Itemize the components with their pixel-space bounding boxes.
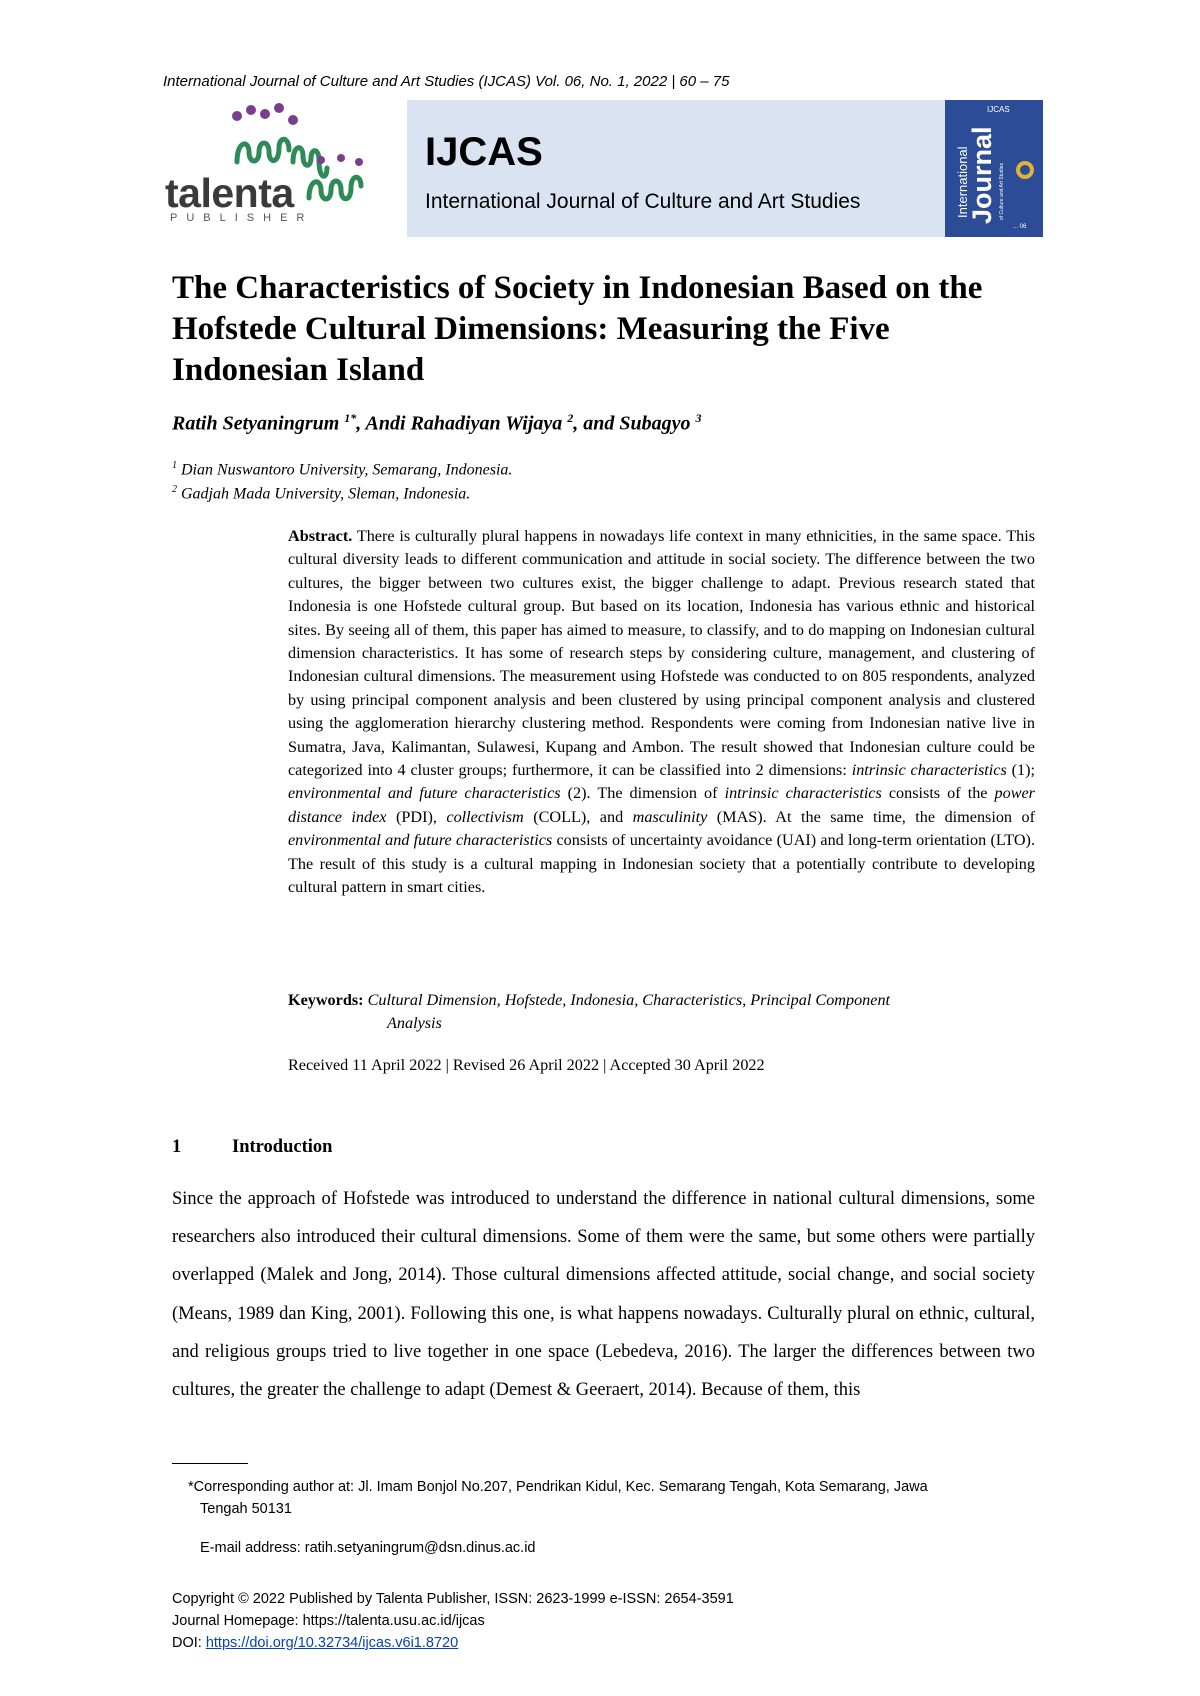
corresponding-author-footnote: *Corresponding author at: Jl. Imam Bonjol No.207, Pendrikan Kidul, Kec. Semarang Tengah, Kota Semarang, Jawa Tengah 50131 [188, 1479, 928, 1517]
logo-dot-4 [274, 103, 284, 113]
affiliation: $^2$ Gadjah Mada University, Sleman, Indonesia. [172, 484, 471, 503]
section-number: 1 [172, 1137, 182, 1157]
author-name: Andi Rahadiyan Wijaya [365, 412, 563, 435]
author-mark: 1* [344, 411, 357, 425]
footnote-rule [172, 1463, 248, 1464]
author-list: Ratih Setyaningrum $^{1*}$, Andi Rahadiyan Wijaya $^2$, and Subagyo $^3$ [172, 411, 702, 435]
cover-issue-tag: ... 06 [1013, 224, 1027, 230]
doi-line: DOI: https://doi.org/10.32734/ijcas.v6i1.8720 [172, 1635, 459, 1651]
logo-wave-1 [237, 139, 289, 162]
logo-dot-7 [337, 154, 345, 162]
author-name: Ratih Setyaningrum [172, 412, 340, 435]
logo-dot-6 [317, 156, 325, 164]
article-title: The Characteristics of Society in Indonesian Based on the Hofstede Cultural Dimensions: Measuring the Five Indonesian Island [172, 270, 983, 388]
logo-dot-2 [246, 105, 256, 115]
logo-dot-1 [232, 111, 242, 121]
running-header: International Journal of Culture and Art Studies (IJCAS) Vol. 06, No. 1, 2022 | 60 – 75 [163, 73, 730, 90]
logo-dot-5 [288, 115, 298, 125]
footer-block [172, 1588, 734, 1654]
section-title: Introduction [232, 1137, 333, 1157]
keywords: Keywords: Cultural Dimension, Hofstede, Indonesia, Characteristics, Principal Component Analysis [288, 991, 891, 1033]
intro-paragraph: Since the approach of Hofstede was introduced to understand the difference in national cultural dimensions, some researchers also introduced their cultural dimensions. Some of them were the same, but some others were partially overlapped (Malek and Jong, 2014). Those cultural dimensions affected attitude, social change, and social society (Means, 1989 dan King, 2001). Following this one, is what happens nowadays. Culturally plural on ethnic, cultural, and religious groups tried to live together in one space (Lebedeva, 2016). The larger the differences between two cultures, the greater the challenge to adapt (Demest & Geeraert, 2014). Because of them, this [172, 1189, 1035, 1401]
keywords-label: Keywords: [288, 991, 364, 1009]
affiliation: $^1$ Dian Nuswantoro University, Semarang, Indonesia. [172, 460, 513, 479]
journal-name: International Journal of Culture and Art Studies [425, 190, 861, 213]
cover-small-label: of Culture and Art Studies [999, 163, 1005, 220]
author-mark: 3 [695, 411, 702, 425]
abstract-label: Abstract. [288, 527, 353, 545]
author-mark: 2 [567, 411, 574, 425]
logo-wave-3 [309, 177, 361, 199]
doi-link[interactable]: https://doi.org/10.32734/ijcas.v6i1.8720 [205, 1635, 459, 1651]
publisher-wordmark: talenta [165, 170, 294, 216]
logo-dot-8 [355, 158, 363, 166]
journal-acronym: IJCAS [425, 130, 543, 174]
abstract: Abstract. There is culturally plural happens in nowadays life context in many ethnicities, in the same space. This cultural diversity leads to different communication and attitude in social society. The difference between the two cultures, the bigger between two cultures exist, the bigger challenge to adapt. Previous research stated that Indonesia is one Hofstede cultural group. But based on its location, Indonesia has various ethnic and historical sites. By seeing all of them, this paper has aimed to measure, to classify, and to do mapping on Indonesian cultural dimension characteristics. It has some of research steps by considering culture, management, and clustering of Indonesian cultural dimensions. The measurement using Hofstede was conducted to on 805 respondents, analyzed by using principal component analysis and been clustered by using principal component analysis and clustered using the agglomeration hierarchy clustering method. Respondents were coming from Indonesian native live in Sumatra, Java, Kalimantan, Sulawesi, Kupang and Ambon. The result showed that Indonesian culture could be categorized into 4 cluster groups; furthermore, it can be classified into 2 dimensions: intrinsic characteristics (1); environmental and future characteristics (2). The dimension of intrinsic characteristics consists of the power distance index (PDI), collectivism (COLL), and masculinity (MAS). At the same time, the dimension of environmental and future characteristics consists of uncertainty avoidance (UAI) and long-term orientation (LTO). The result of this study is a cultural mapping in Indonesian society that a potentially contribute to developing cultural pattern in smart cities. [288, 527, 1035, 897]
copyright-line: Copyright © 2022 Published by Talenta Publisher, ISSN: 2623-1999 e-ISSN: 2654-3591 [172, 1591, 734, 1607]
cover-vertical-text-1: International [955, 146, 970, 218]
homepage-line: Journal Homepage: https://talenta.usu.ac.id/ijcas [172, 1613, 485, 1629]
cover-top-label: IJCAS [987, 105, 1010, 114]
author-email: E-mail address: ratih.setyaningrum@dsn.dinus.ac.id [200, 1540, 536, 1556]
logo-dot-3 [260, 109, 270, 119]
cover-vertical-text-2: Journal [967, 126, 997, 224]
publisher-subtitle: PUBLISHER [170, 212, 314, 224]
author-name: Subagyo [619, 412, 691, 435]
journal-cover-thumbnail [945, 100, 1043, 237]
submission-dates: Received 11 April 2022 | Revised 26 April 2022 | Accepted 30 April 2022 [288, 1056, 765, 1074]
